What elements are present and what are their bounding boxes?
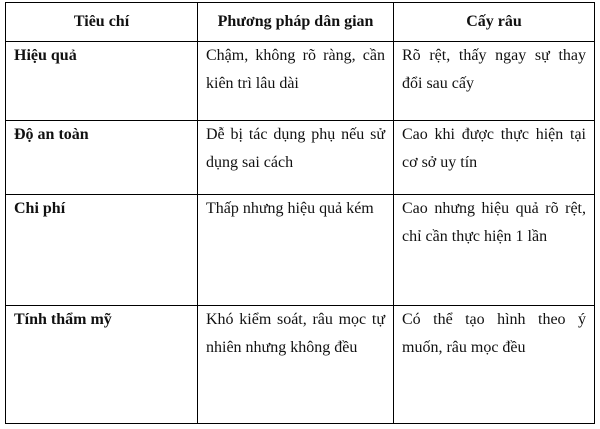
folk-method-cell: Thấp nhưng hiệu quả kém — [198, 195, 394, 306]
table-body — [6, 42, 595, 424]
table-row — [6, 195, 595, 306]
table-row — [6, 305, 595, 423]
criterion-cell: Độ an toàn — [6, 121, 198, 195]
folk-method-cell: Chậm, không rõ ràng, cần kiên trì lâu dài — [198, 42, 394, 121]
beard-transplant-cell: Có thể tạo hình theo ý muốn, râu mọc đều — [394, 305, 595, 423]
comparison-table — [5, 2, 595, 424]
table-row — [6, 42, 595, 121]
beard-transplant-cell: Cao nhưng hiệu quả rõ rệt, chỉ cần thực hiện 1 lần — [394, 195, 595, 306]
folk-method-cell: Dễ bị tác dụng phụ nếu sử dụng sai cách — [198, 121, 394, 195]
beard-transplant-cell: Rõ rệt, thấy ngay sự thay đổi sau cấy — [394, 42, 595, 121]
folk-method-cell: Khó kiểm soát, râu mọc tự nhiên nhưng không đều — [198, 305, 394, 423]
header-row — [6, 3, 595, 42]
criterion-cell: Chi phí — [6, 195, 198, 306]
table-row — [6, 121, 595, 195]
header-beard-transplant: Cấy râu — [394, 3, 595, 42]
criterion-cell: Tính thẩm mỹ — [6, 305, 198, 423]
criterion-cell: Hiệu quả — [6, 42, 198, 121]
header-criterion: Tiêu chí — [6, 3, 198, 42]
beard-transplant-cell: Cao khi được thực hiện tại cơ sở uy tín — [394, 121, 595, 195]
table-header — [6, 3, 595, 42]
header-folk-method: Phương pháp dân gian — [198, 3, 394, 42]
